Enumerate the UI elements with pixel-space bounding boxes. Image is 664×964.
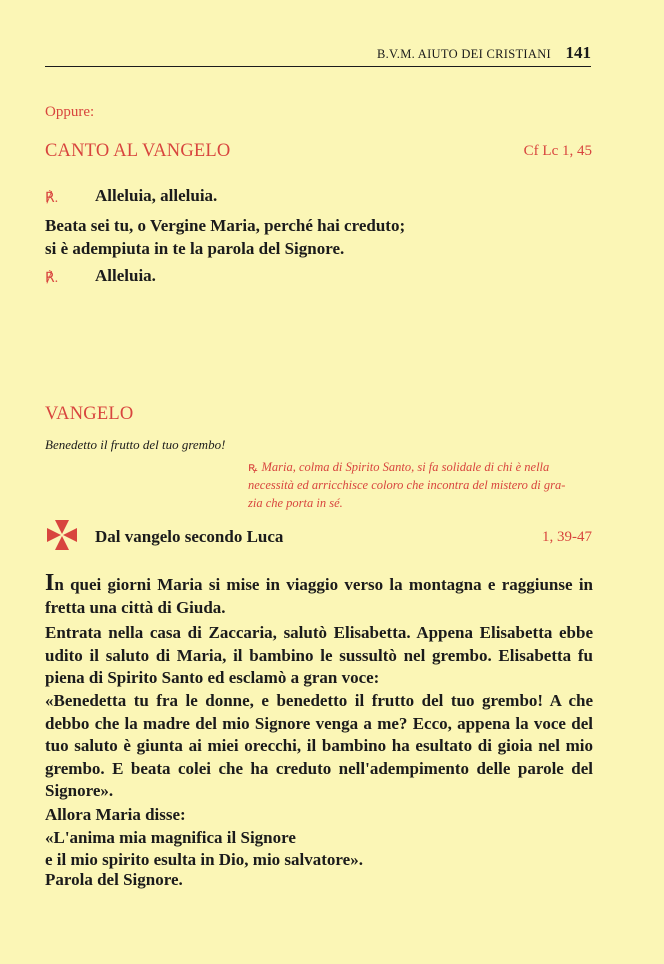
paragraph-text: n quei giorni Maria si mise in viaggio verso la montagna e raggiunse in fretta una città di Giuda.: [45, 575, 593, 617]
note-line: zia che porta in sé.: [248, 496, 343, 510]
gospel-announcement: Dal vangelo secondo Luca: [95, 527, 284, 546]
gospel-paragraph: [45, 804, 593, 872]
page-number: 141: [565, 43, 591, 62]
gospel-note: [248, 458, 592, 512]
drop-cap: I: [45, 570, 55, 596]
response-symbol: ℟.: [45, 271, 59, 286]
gospel-paragraph: Entrata nella casa di Zaccaria, salutò Elisabetta. Appena Elisabetta ebbe udito il saluto di Maria, il bambino le sussultò nel grembo. Elisabetta fu piena di Spirito Santo ed esclamò a gran voce:: [45, 623, 593, 687]
verse-line: si è adempiuta in te la parola del Signore.: [45, 239, 345, 258]
gospel-reference: 1, 39-47: [542, 529, 592, 545]
note-line: Maria, colma di Spirito Santo, si fa solidale di chi è nella: [261, 460, 550, 474]
note-line: necessità ed arricchisce coloro che incontra del mistero di gra-: [248, 478, 566, 492]
gospel-paragraph: «Benedetta tu fra le donne, e benedetto il frutto del tuo grembo! A che debbo che la madre del mio Signore venga a me? Ecco, appena la voce del tuo saluto è giunta ai miei orecchi, il bambino ha esultato di gioia nel mio grembo. E beata colei che ha creduto nell'adempimento delle parole del Signore».: [45, 691, 593, 800]
gospel-paragraph: [45, 570, 593, 619]
running-title: B.V.M. AIUTO DEI CRISTIANI: [376, 47, 551, 61]
vangelo-title: VANGELO: [45, 404, 134, 424]
alleluia-response: Alleluia, alleluia.: [95, 186, 218, 205]
rubric-mark: ꝶ: [248, 460, 258, 474]
alleluia-response: Alleluia.: [95, 266, 156, 285]
gospel-intro: Benedetto il frutto del tuo grembo!: [45, 437, 226, 452]
running-header: [45, 38, 591, 67]
maltese-cross-icon: [46, 519, 78, 551]
paragraph-line: «L'anima mia magnifica il Signore: [45, 827, 296, 847]
paragraph-line: Allora Maria disse:: [45, 805, 186, 824]
verse-line: Beata sei tu, o Vergine Maria, perché hai creduto;: [45, 216, 406, 235]
paragraph-line: e il mio spirito esulta in Dio, mio salvatore».: [45, 850, 363, 869]
oppure-label: Oppure:: [45, 104, 95, 120]
canto-reference: Cf Lc 1, 45: [523, 143, 592, 159]
gospel-conclusion: Parola del Signore.: [45, 870, 183, 889]
canto-title: CANTO AL VANGELO: [45, 141, 231, 161]
response-symbol: ℟.: [45, 191, 59, 206]
